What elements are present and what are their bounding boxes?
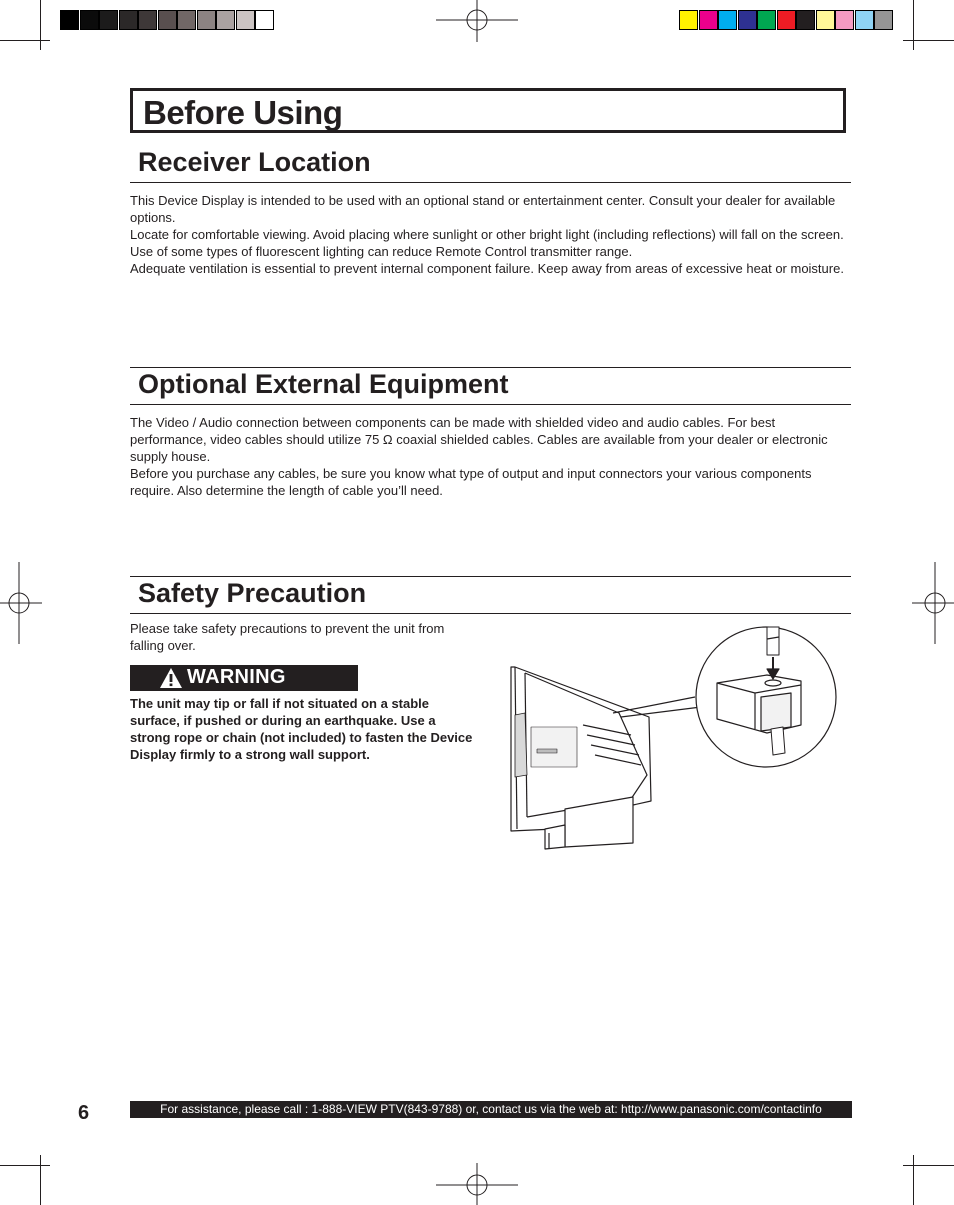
warning-label: WARNING [187, 666, 286, 688]
registration-mark-top [436, 0, 518, 42]
registration-mark-left [0, 562, 42, 644]
paragraph: Before you purchase any cables, be sure you know what type of output and input connectors your various components require. Also determine the length of cable you’ll need. [130, 466, 812, 498]
section-divider [130, 576, 851, 577]
section-heading-receiver-location: Receiver Location [138, 147, 371, 177]
calibration-swatch [874, 10, 893, 30]
calibration-swatch [60, 10, 79, 30]
calibration-swatch [80, 10, 99, 30]
calibration-swatch [216, 10, 235, 30]
paragraph: Locate for comfortable viewing. Avoid placing where sunlight or other bright light (including reflections) will fall on the screen. [130, 227, 844, 242]
paragraph: This Device Display is intended to be used with an optional stand or entertainment center. Consult your dealer for available options. [130, 193, 836, 225]
section-divider [130, 613, 851, 614]
section-divider [130, 404, 851, 405]
paragraph: The Video / Audio connection between components can be made with shielded video and audio cables. For best performance, video cables should utilize 75 Ω coaxial shielded cables. Cables are available from your dealer or electronic supply house. [130, 415, 828, 464]
section-heading-optional-external-equipment: Optional External Equipment [138, 369, 509, 399]
warning-text: The unit may tip or fall if not situated on a stable surface, if pushed or during an earthquake. Use a strong rope or chain (not included) to fasten the Device Display firmly to a strong wall support. [130, 696, 473, 762]
tv-strap-illustration [505, 625, 837, 855]
calibration-swatch [158, 10, 177, 30]
calibration-swatch [138, 10, 157, 30]
paragraph: Use of some types of fluorescent lighting can reduce Remote Control transmitter range. [130, 244, 633, 259]
footer-assistance-bar: For assistance, please call : 1-888-VIEW PTV(843-9788) or, contact us via the web at: http://www.panasonic.com/contactinfo [130, 1101, 852, 1118]
calibration-swatch [855, 10, 874, 30]
safety-intro: Please take safety precautions to prevent the unit from falling over. [130, 621, 445, 653]
calibration-swatch [197, 10, 216, 30]
registration-mark-bottom [436, 1163, 518, 1205]
paragraph: Adequate ventilation is essential to prevent internal component failure. Keep away from areas of excessive heat or moisture. [130, 261, 844, 276]
calibration-swatch [99, 10, 118, 30]
calibration-swatch [757, 10, 776, 30]
calibration-swatch [119, 10, 138, 30]
section-divider [130, 182, 851, 183]
warning-banner [130, 665, 358, 691]
optional-equipment-body [130, 414, 852, 499]
calibration-swatch [777, 10, 796, 30]
section-divider [130, 367, 851, 368]
calibration-swatch [255, 10, 274, 30]
page-number: 6 [78, 1102, 90, 1124]
calibration-swatch [177, 10, 196, 30]
calibration-swatch [816, 10, 835, 30]
registration-mark-right [912, 562, 954, 644]
calibration-swatch [699, 10, 718, 30]
calibration-swatch [679, 10, 698, 30]
page-title-box [130, 88, 846, 133]
warning-triangle-icon [159, 667, 183, 689]
receiver-location-body [130, 192, 852, 277]
calibration-swatch [835, 10, 854, 30]
section-heading-safety-precaution: Safety Precaution [138, 578, 367, 608]
page-title: Before Using [143, 94, 343, 131]
calibration-swatch [718, 10, 737, 30]
calibration-swatch [236, 10, 255, 30]
calibration-swatch [796, 10, 815, 30]
calibration-swatch [738, 10, 757, 30]
